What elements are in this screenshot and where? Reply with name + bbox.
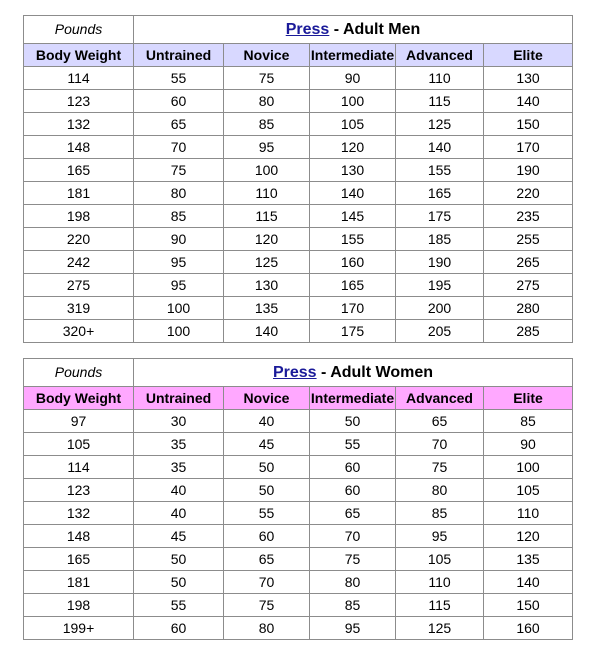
column-header-row [24,387,573,410]
value-cell: 65 [310,502,396,525]
value-cell: 135 [484,548,573,571]
column-header-advanced: Advanced [396,387,484,410]
body-weight-cell: 220 [24,228,134,251]
value-cell: 65 [134,113,224,136]
value-cell: 75 [396,456,484,479]
body-weight-cell: 123 [24,90,134,113]
value-cell: 35 [134,433,224,456]
table-row [24,274,573,297]
value-cell: 80 [224,90,310,113]
table-row [24,297,573,320]
value-cell: 140 [484,571,573,594]
value-cell: 45 [134,525,224,548]
value-cell: 100 [224,159,310,182]
value-cell: 55 [310,433,396,456]
value-cell: 285 [484,320,573,343]
value-cell: 110 [396,67,484,90]
table-row [24,479,573,502]
table-title [134,359,573,387]
body-weight-cell: 319 [24,297,134,320]
value-cell: 70 [224,571,310,594]
column-header-novice: Novice [224,44,310,67]
column-header-novice: Novice [224,387,310,410]
column-header-body-weight: Body Weight [24,387,134,410]
value-cell: 185 [396,228,484,251]
value-cell: 155 [310,228,396,251]
value-cell: 165 [396,182,484,205]
table-title-text: - Adult Women [316,364,434,381]
body-weight-cell: 198 [24,205,134,228]
value-cell: 100 [310,90,396,113]
body-weight-cell: 242 [24,251,134,274]
value-cell: 105 [310,113,396,136]
value-cell: 35 [134,456,224,479]
value-cell: 140 [484,90,573,113]
column-header-untrained: Untrained [134,387,224,410]
value-cell: 95 [310,617,396,640]
value-cell: 235 [484,205,573,228]
value-cell: 75 [134,159,224,182]
column-header-advanced: Advanced [396,44,484,67]
value-cell: 60 [224,525,310,548]
value-cell: 40 [134,479,224,502]
value-cell: 115 [224,205,310,228]
value-cell: 90 [134,228,224,251]
column-header-elite: Elite [484,44,573,67]
value-cell: 175 [396,205,484,228]
column-header-body-weight: Body Weight [24,44,134,67]
table-row [24,456,573,479]
table-row [24,571,573,594]
value-cell: 125 [224,251,310,274]
value-cell: 160 [484,617,573,640]
press-link[interactable]: Press [272,364,317,381]
table-row [24,90,573,113]
value-cell: 145 [310,205,396,228]
table-title-text: - Adult Men [329,21,421,38]
value-cell: 110 [484,502,573,525]
value-cell: 125 [396,113,484,136]
body-weight-cell: 165 [24,159,134,182]
value-cell: 75 [224,594,310,617]
value-cell: 150 [484,113,573,136]
value-cell: 255 [484,228,573,251]
table-row [24,251,573,274]
column-header-elite: Elite [484,387,573,410]
value-cell: 130 [484,67,573,90]
value-cell: 40 [134,502,224,525]
value-cell: 75 [224,67,310,90]
table-row [24,67,573,90]
value-cell: 140 [396,136,484,159]
table-row [24,617,573,640]
value-cell: 190 [484,159,573,182]
value-cell: 60 [134,90,224,113]
value-cell: 115 [396,594,484,617]
value-cell: 170 [484,136,573,159]
body-weight-cell: 114 [24,456,134,479]
value-cell: 120 [484,525,573,548]
value-cell: 125 [396,617,484,640]
body-weight-cell: 165 [24,548,134,571]
value-cell: 50 [224,456,310,479]
value-cell: 80 [396,479,484,502]
body-weight-cell: 105 [24,433,134,456]
value-cell: 190 [396,251,484,274]
value-cell: 150 [484,594,573,617]
value-cell: 120 [224,228,310,251]
body-weight-cell: 132 [24,113,134,136]
title-row [24,359,573,387]
column-header-untrained: Untrained [134,44,224,67]
value-cell: 105 [484,479,573,502]
body-weight-cell: 199+ [24,617,134,640]
value-cell: 60 [310,479,396,502]
value-cell: 160 [310,251,396,274]
table-title [134,16,573,44]
press-standards-men-table [23,15,573,343]
value-cell: 120 [310,136,396,159]
value-cell: 280 [484,297,573,320]
value-cell: 135 [224,297,310,320]
value-cell: 140 [224,320,310,343]
value-cell: 85 [310,594,396,617]
value-cell: 95 [134,274,224,297]
column-header-intermediate: Intermediate [310,387,396,410]
value-cell: 95 [396,525,484,548]
table-row [24,594,573,617]
body-weight-cell: 132 [24,502,134,525]
value-cell: 165 [310,274,396,297]
value-cell: 105 [396,548,484,571]
value-cell: 265 [484,251,573,274]
value-cell: 80 [134,182,224,205]
value-cell: 75 [310,548,396,571]
body-weight-cell: 275 [24,274,134,297]
table-row [24,228,573,251]
table-row [24,320,573,343]
title-row [24,16,573,44]
value-cell: 100 [484,456,573,479]
body-weight-cell: 97 [24,410,134,433]
value-cell: 45 [224,433,310,456]
value-cell: 130 [224,274,310,297]
value-cell: 85 [484,410,573,433]
table-body [24,67,573,343]
value-cell: 220 [484,182,573,205]
body-weight-cell: 181 [24,182,134,205]
table-row [24,548,573,571]
value-cell: 115 [396,90,484,113]
table-row [24,113,573,136]
value-cell: 110 [396,571,484,594]
body-weight-cell: 123 [24,479,134,502]
value-cell: 70 [310,525,396,548]
value-cell: 130 [310,159,396,182]
value-cell: 50 [134,548,224,571]
body-weight-cell: 114 [24,67,134,90]
value-cell: 85 [134,205,224,228]
value-cell: 155 [396,159,484,182]
table-row [24,433,573,456]
value-cell: 80 [224,617,310,640]
value-cell: 90 [310,67,396,90]
value-cell: 40 [224,410,310,433]
value-cell: 70 [134,136,224,159]
body-weight-cell: 320+ [24,320,134,343]
press-link[interactable]: Press [285,21,330,38]
value-cell: 60 [134,617,224,640]
value-cell: 175 [310,320,396,343]
value-cell: 85 [396,502,484,525]
value-cell: 65 [224,548,310,571]
value-cell: 110 [224,182,310,205]
value-cell: 140 [310,182,396,205]
column-header-row [24,44,573,67]
value-cell: 65 [396,410,484,433]
value-cell: 95 [224,136,310,159]
body-weight-cell: 148 [24,136,134,159]
units-label: Pounds [24,359,134,387]
table-row [24,182,573,205]
table-row [24,136,573,159]
table-row [24,525,573,548]
table-row [24,410,573,433]
value-cell: 55 [224,502,310,525]
value-cell: 50 [224,479,310,502]
value-cell: 60 [310,456,396,479]
value-cell: 170 [310,297,396,320]
body-weight-cell: 181 [24,571,134,594]
table-row [24,205,573,228]
column-header-intermediate: Intermediate [310,44,396,67]
table-row [24,159,573,182]
press-standards-women-table [23,358,573,640]
value-cell: 55 [134,594,224,617]
value-cell: 200 [396,297,484,320]
value-cell: 100 [134,297,224,320]
units-label: Pounds [24,16,134,44]
value-cell: 90 [484,433,573,456]
body-weight-cell: 148 [24,525,134,548]
value-cell: 50 [310,410,396,433]
value-cell: 195 [396,274,484,297]
value-cell: 95 [134,251,224,274]
table-row [24,502,573,525]
value-cell: 70 [396,433,484,456]
value-cell: 80 [310,571,396,594]
table-body [24,410,573,640]
value-cell: 85 [224,113,310,136]
value-cell: 30 [134,410,224,433]
value-cell: 275 [484,274,573,297]
value-cell: 205 [396,320,484,343]
value-cell: 50 [134,571,224,594]
value-cell: 55 [134,67,224,90]
body-weight-cell: 198 [24,594,134,617]
value-cell: 100 [134,320,224,343]
